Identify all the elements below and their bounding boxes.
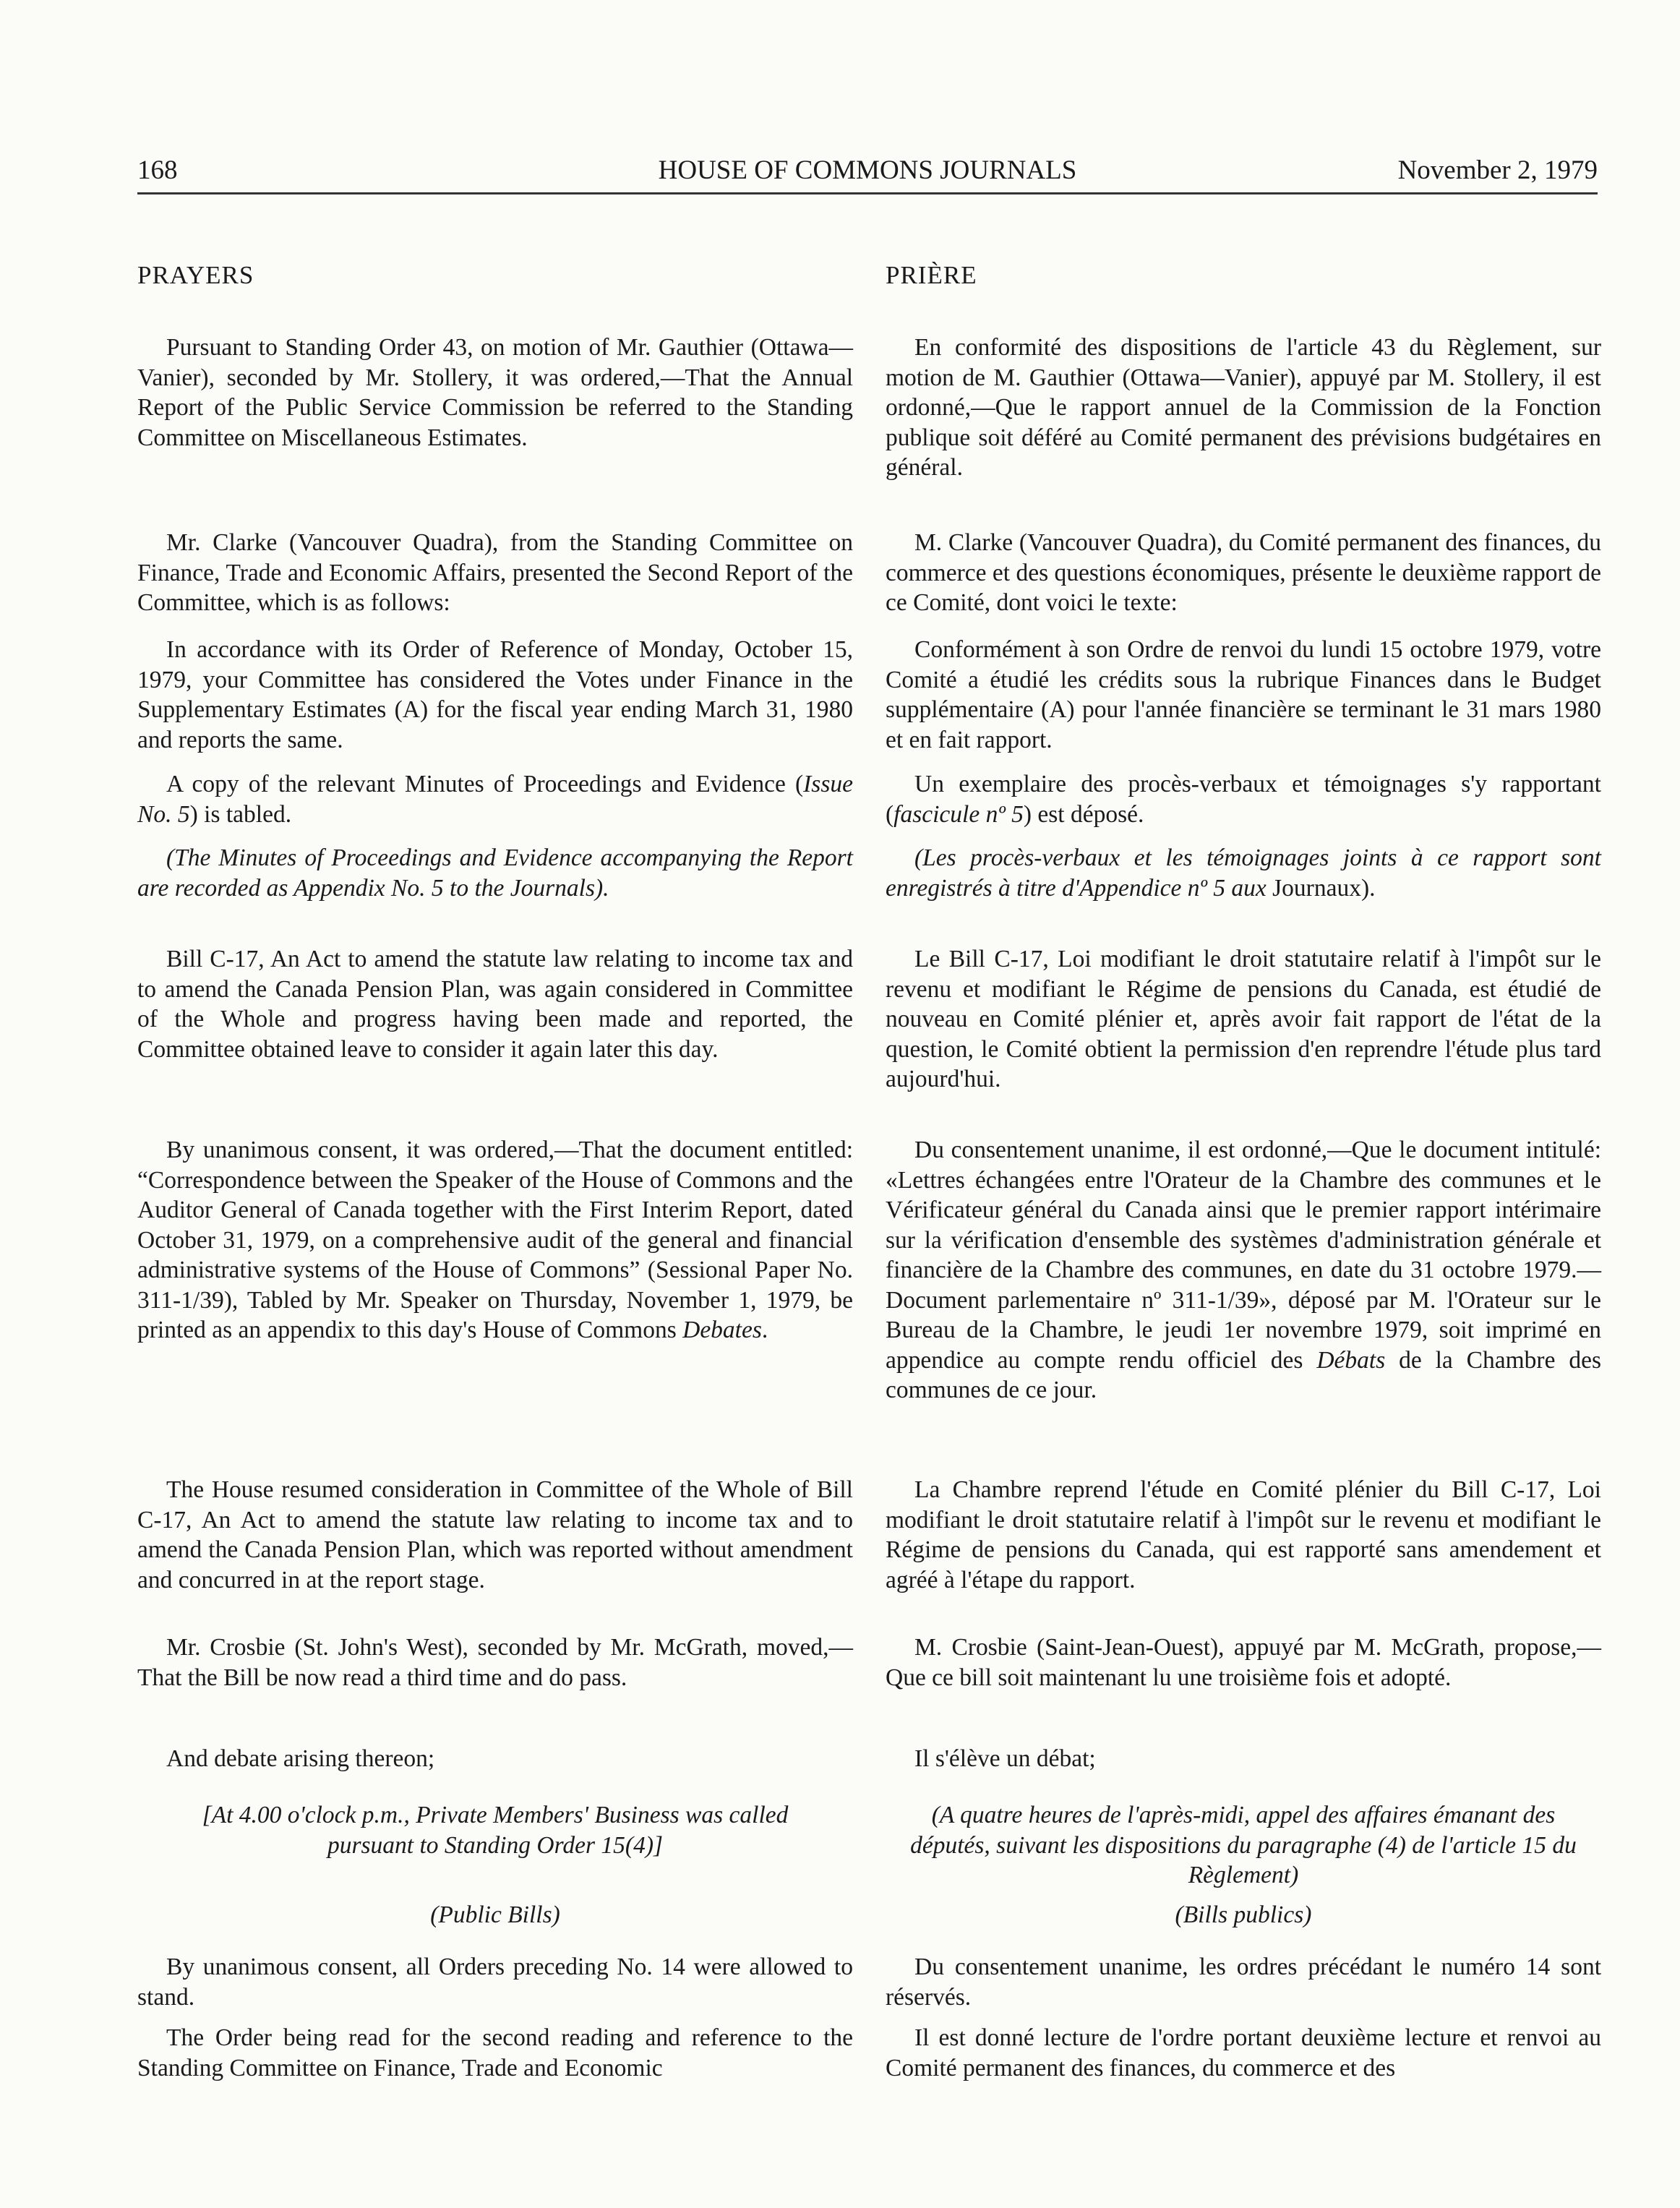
en-paragraph-3: In accordance with its Order of Reference of Monday, October 15, 1979, your Committee has considered the Votes under Finance in the Supplementary Estimates (A) for the fiscal year ending March 31, 1980 and reports the same. <box>137 636 853 753</box>
fr-paragraph-4: Un exemplaire des procès-verbaux et témoignages s'y rapportant (fascicule nº 5) est déposé. <box>886 771 1601 828</box>
en-paragraph-4: A copy of the relevant Minutes of Proceedings and Evidence (Issue No. 5) is tabled. <box>137 771 853 828</box>
page-header <box>137 152 1598 194</box>
priere-heading: PRIÈRE <box>886 261 977 289</box>
fr-paragraph-11: (A quatre heures de l'après-midi, appel des affaires émanant des députés, suivant les dispositions du paragraphe (4) de l'article 15 du Règlement) <box>910 1802 1577 1888</box>
fr-paragraph-9: M. Crosbie (Saint-Jean-Ouest), appuyé par M. McGrath, propose,—Que ce bill soit maintenant lu une troisième fois et adopté. <box>886 1634 1601 1691</box>
fr-paragraph-2: M. Clarke (Vancouver Quadra), du Comité permanent des finances, du commerce et des questions économiques, présente le deuxième rapport de ce Comité, dont voici le texte: <box>886 529 1601 616</box>
fr-paragraph-5: (Les procès-verbaux et les témoignages joints à ce rapport sont enregistrés à titre d'Appendice nº 5 aux Journaux). <box>886 844 1601 902</box>
en-paragraph-5: (The Minutes of Proceedings and Evidence accompanying the Report are recorded as Appendix No. 5 to the Journals). <box>137 844 853 902</box>
en-paragraph-8: The House resumed consideration in Committee of the Whole of Bill C-17, An Act to amend the statute law relating to income tax and to amend the Canada Pension Plan, which was reported without amendment and concurred in at the report stage. <box>137 1476 853 1593</box>
en-paragraph-10: And debate arising thereon; <box>166 1745 435 1772</box>
en-paragraph-14: The Order being read for the second reading and reference to the Standing Committee on Finance, Trade and Economic <box>137 2024 853 2081</box>
fr-paragraph-8: La Chambre reprend l'étude en Comité plénier du Bill C-17, Loi modifiant le droit statutaire relatif à l'impôt sur le revenu et modifiant le Régime de pensions du Canada, qui est rapporté sans amendement et agréé à l'étape du rapport. <box>886 1476 1601 1593</box>
fr-paragraph-3: Conformément à son Ordre de renvoi du lundi 15 octobre 1979, votre Comité a étudié les crédits sous la rubrique Finances dans le Budget supplémentaire (A) pour l'année financière se terminant le 31 mars 1980 et en fait rapport. <box>886 636 1601 753</box>
prayers-heading: PRAYERS <box>137 261 254 289</box>
en-paragraph-2: Mr. Clarke (Vancouver Quadra), from the Standing Committee on Finance, Trade and Economic Affairs, presented the Second Report of the Committee, which is as follows: <box>137 529 853 616</box>
fr-paragraph-12: (Bills publics) <box>1175 1901 1312 1928</box>
journal-title: HOUSE OF COMMONS JOURNALS <box>658 155 1077 185</box>
en-paragraph-13: By unanimous consent, all Orders preceding No. 14 were allowed to stand. <box>137 1954 853 2011</box>
fr-paragraph-1: En conformité des dispositions de l'article 43 du Règlement, sur motion de M. Gauthier (Ottawa—Vanier), appuyé par M. Stollery, il est ordonné,—Que le rapport annuel de la Commission de la Fonction publique soit déféré au Comité permanent des prévisions budgétaires en général. <box>886 334 1601 481</box>
fr-paragraph-7: Du consentement unanime, il est ordonné,—Que le document intitulé: «Lettres échangées entre l'Orateur de la Chambre des communes et le Vérificateur général du Canada ainsi que le premier rapport intérimaire sur la vérification d'ensemble des systèmes d'administration générale et financière de la Chambre des communes, en date du 31 octobre 1979.— Document parlementaire nº 311-1/39», déposé par M. l'Orateur sur le Bureau de la Chambre, le jeudi 1er novembre 1979, soit imprimé en appendice au compte rendu officiel des Débats de la Chambre des communes de ce jour. <box>886 1137 1601 1403</box>
journal-date: November 2, 1979 <box>1397 155 1598 185</box>
en-paragraph-9: Mr. Crosbie (St. John's West), seconded by Mr. McGrath, moved,—That the Bill be now read a third time and do pass. <box>137 1634 853 1691</box>
en-paragraph-7: By unanimous consent, it was ordered,—That the document entitled: “Correspondence between the Speaker of the House of Commons and the Auditor General of Canada together with the First Interim Report, dated October 31, 1979, on a comprehensive audit of the general and financial administrative systems of the House of Commons” (Sessional Paper No. 311-1/39), Tabled by Mr. Speaker on Thursday, November 1, 1979, be printed as an appendix to this day's House of Commons Debates. <box>137 1137 853 1343</box>
fr-paragraph-6: Le Bill C-17, Loi modifiant le droit statutaire relatif à l'impôt sur le revenu et modifiant le Régime de pensions du Canada, est étudié de nouveau en Comité plénier et, après avoir fait rapport de l'état de la question, le Comité obtient la permission d'en reprendre l'étude plus tard aujourd'hui. <box>886 946 1601 1092</box>
en-paragraph-11: [At 4.00 o'clock p.m., Private Members' Business was called pursuant to Standing Order 15(4)] <box>202 1802 789 1859</box>
fr-paragraph-10: Il s'élève un débat; <box>914 1745 1096 1772</box>
en-paragraph-6: Bill C-17, An Act to amend the statute law relating to income tax and to amend the Canada Pension Plan, was again considered in Committee of the Whole and progress having been made and reported, the Committee obtained leave to consider it again later this day. <box>137 946 853 1063</box>
en-paragraph-12: (Public Bills) <box>430 1901 560 1928</box>
fr-paragraph-14: Il est donné lecture de l'ordre portant deuxième lecture et renvoi au Comité permanent des finances, du commerce et des <box>886 2024 1601 2081</box>
en-paragraph-1: Pursuant to Standing Order 43, on motion of Mr. Gauthier (Ottawa—Vanier), seconded by Mr. Stollery, it was ordered,—That the Annual Report of the Public Service Commission be referred to the Standing Committee on Miscellaneous Estimates. <box>137 334 853 451</box>
fr-paragraph-13: Du consentement unanime, les ordres précédant le numéro 14 sont réservés. <box>886 1954 1601 2011</box>
page-number: 168 <box>137 155 178 185</box>
